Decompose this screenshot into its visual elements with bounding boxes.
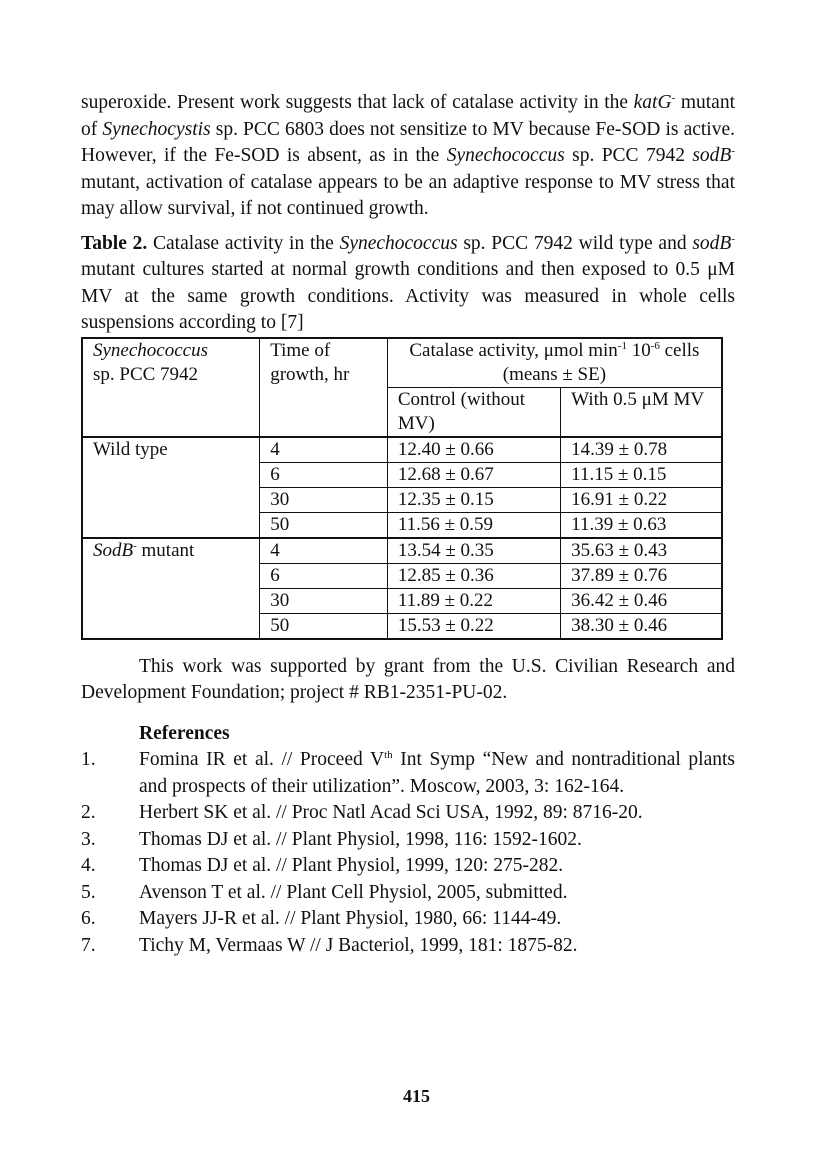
reference-text: Avenson T et al. // Plant Cell Physiol, 2005, submitted. — [139, 881, 568, 903]
references-heading: References — [139, 722, 230, 744]
synechocystis-name: Synechocystis — [102, 118, 211, 140]
reference-number: 4. — [81, 855, 96, 876]
group-sodb-mutant — [82, 538, 260, 639]
intro-paragraph — [81, 90, 735, 223]
cell-control: 12.40 ± 0.66 — [387, 437, 560, 463]
cell-time: 30 — [260, 588, 388, 613]
cell-mv: 11.15 ± 0.15 — [561, 462, 722, 487]
cell-control: 12.68 ± 0.67 — [387, 462, 560, 487]
catalase-table — [81, 337, 723, 640]
header-strain — [82, 338, 260, 437]
header-control: Control (without MV) — [387, 387, 560, 437]
intro-text-3: sp. PCC 6803 does not sensitize to MV because Fe-SOD is active. However, if the Fe-SOD is absent, as in the — [81, 118, 735, 166]
caption-sodb: sodB — [692, 232, 732, 254]
header-strain-rest: sp. PCC 7942 — [93, 363, 199, 385]
reference-text: Thomas DJ et al. // Plant Physiol, 1999, 120: 275-282. — [139, 855, 564, 876]
cell-control: 11.89 ± 0.22 — [387, 588, 560, 613]
intro-text-1: superoxide. Present work suggests that lack of catalase activity in the — [81, 92, 634, 113]
table-row — [82, 538, 722, 564]
table-header-row-1 — [82, 338, 722, 388]
header-activity-post: cells (means ± SE) — [502, 339, 700, 385]
caption-text-1: Catalase activity in the — [147, 232, 340, 254]
cell-mv: 38.30 ± 0.46 — [561, 613, 722, 639]
reference-number: 3. — [81, 828, 96, 850]
cell-mv: 11.39 ± 0.63 — [561, 512, 722, 538]
list-item — [81, 800, 735, 827]
caption-sodb-sup: - — [731, 232, 735, 245]
intro-text-4: sp. PCC 7942 — [564, 145, 693, 166]
reference-text-pre: Fomina IR et al. // Proceed V — [139, 749, 385, 770]
cell-time: 4 — [260, 437, 388, 463]
cell-time: 50 — [260, 613, 388, 639]
intro-text-5: mutant, activation of catalase appears to be an adaptive response to MV stress that may allow survival, if not continued growth. — [81, 171, 735, 219]
cell-mv: 35.63 ± 0.43 — [561, 538, 722, 564]
intro-text-2: mutant of — [81, 92, 735, 140]
header-activity-pre: Catalase activity, μmol min — [409, 339, 618, 361]
cell-control: 15.53 ± 0.22 — [387, 613, 560, 639]
header-strain-genus: Synechococcus — [93, 339, 208, 361]
list-item — [81, 827, 735, 854]
header-mv: With 0.5 μM MV — [561, 387, 722, 437]
reference-text — [139, 747, 735, 800]
caption-text-3: mutant cultures started at normal growth conditions and then exposed to 0.5 μM MV at the same growth conditions. Activity was measured in whole cells suspensions according to [7] — [81, 259, 735, 333]
cell-control: 11.56 ± 0.59 — [387, 512, 560, 538]
list-item — [81, 853, 735, 880]
synechococcus-name: Synechococcus — [446, 145, 565, 166]
reference-list — [81, 747, 735, 959]
reference-sup: th — [384, 749, 393, 761]
header-activity-mid: 10 — [626, 339, 651, 361]
table-caption-label: Table 2. — [81, 232, 148, 254]
list-item — [81, 747, 735, 800]
header-activity-sup2: -6 — [650, 339, 660, 352]
cell-control: 12.35 ± 0.15 — [387, 487, 560, 512]
list-item — [81, 933, 735, 960]
reference-text-post: Int Symp “New and nontraditional plants and prospects of their utilization”. Moscow, 2003, 3: 162-164. — [139, 749, 735, 797]
reference-text: Mayers JJ-R et al. // Plant Physiol, 1980, 66: 1144-49. — [139, 908, 562, 929]
cell-time: 4 — [260, 538, 388, 564]
group-sodb-sup: - — [133, 539, 137, 552]
reference-number: 2. — [81, 802, 96, 823]
cell-time: 6 — [260, 563, 388, 588]
reference-text: Thomas DJ et al. // Plant Physiol, 1998, 116: 1592-1602. — [139, 828, 582, 850]
reference-number: 5. — [81, 881, 96, 903]
caption-text-2: sp. PCC 7942 wild type and — [457, 232, 693, 254]
header-time: Time of growth, hr — [260, 338, 388, 437]
katg-sup: - — [671, 92, 676, 104]
sodb-gene: sodB — [692, 145, 732, 166]
cell-mv: 16.91 ± 0.22 — [561, 487, 722, 512]
list-item — [81, 880, 735, 907]
katg-gene: katG — [633, 92, 672, 113]
reference-text: Tichy M, Vermaas W // J Bacteriol, 1999, 181: 1875-82. — [139, 934, 578, 956]
caption-synechococcus: Synechococcus — [339, 232, 458, 254]
page-body — [81, 90, 735, 959]
reference-number: 1. — [81, 749, 96, 770]
group-sodb-rest: mutant — [136, 539, 195, 561]
cell-mv: 36.42 ± 0.46 — [561, 588, 722, 613]
cell-control: 13.54 ± 0.35 — [387, 538, 560, 564]
group-sodb-italic: SodB — [93, 539, 134, 561]
reference-text: Herbert SK et al. // Proc Natl Acad Sci USA, 1992, 89: 8716-20. — [139, 802, 643, 823]
table-row — [82, 437, 722, 463]
header-activity — [387, 338, 722, 388]
cell-mv: 37.89 ± 0.76 — [561, 563, 722, 588]
cell-time: 6 — [260, 462, 388, 487]
list-item — [81, 906, 735, 933]
header-activity-sup1: -1 — [617, 339, 627, 352]
acknowledgement: This work was supported by grant from the U.S. Civilian Research and Development Foundation; project # RB1-2351-PU-02. — [81, 655, 735, 703]
group-wild-type: Wild type — [82, 437, 260, 538]
sodb-sup: - — [731, 145, 735, 157]
cell-control: 12.85 ± 0.36 — [387, 563, 560, 588]
table-caption — [81, 231, 735, 337]
reference-number: 7. — [81, 934, 96, 956]
cell-time: 50 — [260, 512, 388, 538]
cell-time: 30 — [260, 487, 388, 512]
page-number: 415 — [403, 1086, 430, 1106]
cell-mv: 14.39 ± 0.78 — [561, 437, 722, 463]
reference-number: 6. — [81, 908, 96, 929]
